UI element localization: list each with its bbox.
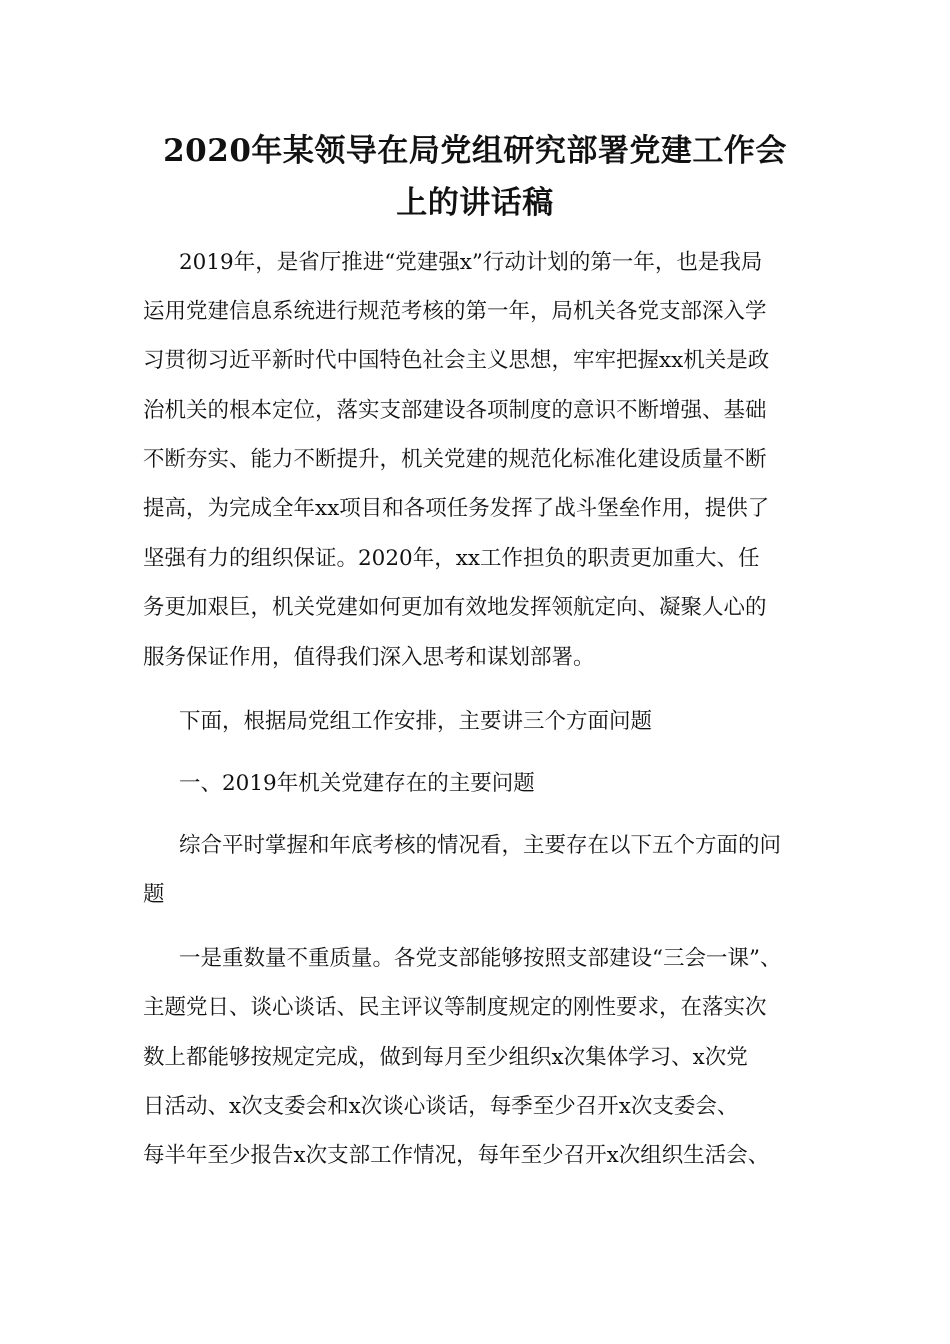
document-title-line-1: 2020年某领导在局党组研究部署党建工作会 xyxy=(163,133,787,169)
paragraph-4-line-2: 主题党日、谈心谈话、民主评议等制度规定的刚性要求，在落实次 xyxy=(143,995,767,1020)
section-heading-1: 一、2019年机关党建存在的主要问题 xyxy=(179,771,535,796)
paragraph-1-line-1: 2019年，是省厅推进“党建强x”行动计划的第一年，也是我局 xyxy=(179,250,763,275)
paragraph-3-line-2: 题 xyxy=(143,882,165,907)
paragraph-4-line-3: 数上都能够按规定完成，做到每月至少组织x次集体学习、x次党 xyxy=(143,1045,748,1070)
paragraph-1-line-7: 坚强有力的组织保证。2020年，xx工作担负的职责更加重大、任 xyxy=(143,546,760,571)
paragraph-4-line-1: 一是重数量不重质量。各党支部能够按照支部建设“三会一课”、 xyxy=(179,946,782,971)
paragraph-1-line-3: 习贯彻习近平新时代中国特色社会主义思想，牢牢把握xx机关是政 xyxy=(143,348,770,373)
paragraph-1-line-6: 提高，为完成全年xx项目和各项任务发挥了战斗堡垒作用，提供了 xyxy=(143,496,770,521)
paragraph-4-line-5: 每半年至少报告x次支部工作情况，每年至少召开x次组织生活会、 xyxy=(143,1143,770,1168)
paragraph-3-line-1: 综合平时掌握和年底考核的情况看，主要存在以下五个方面的问 xyxy=(179,833,782,858)
paragraph-2: 下面，根据局党组工作安排，主要讲三个方面问题 xyxy=(179,709,653,734)
paragraph-4-line-4: 日活动、x次支委会和x次谈心谈话，每季至少召开x次支委会、 xyxy=(143,1094,739,1119)
document-title-line-2: 上的讲话稿 xyxy=(396,185,554,221)
paragraph-1-line-4: 治机关的根本定位，落实支部建设各项制度的意识不断增强、基础 xyxy=(143,398,767,423)
paragraph-1-line-2: 运用党建信息系统进行规范考核的第一年，局机关各党支部深入学 xyxy=(143,299,767,324)
paragraph-1-line-9: 服务保证作用，值得我们深入思考和谋划部署。 xyxy=(143,645,595,670)
paragraph-1-line-5: 不断夯实、能力不断提升，机关党建的规范化标准化建设质量不断 xyxy=(143,447,767,472)
paragraph-1-line-8: 务更加艰巨，机关党建如何更加有效地发挥领航定向、凝聚人心的 xyxy=(143,595,767,620)
